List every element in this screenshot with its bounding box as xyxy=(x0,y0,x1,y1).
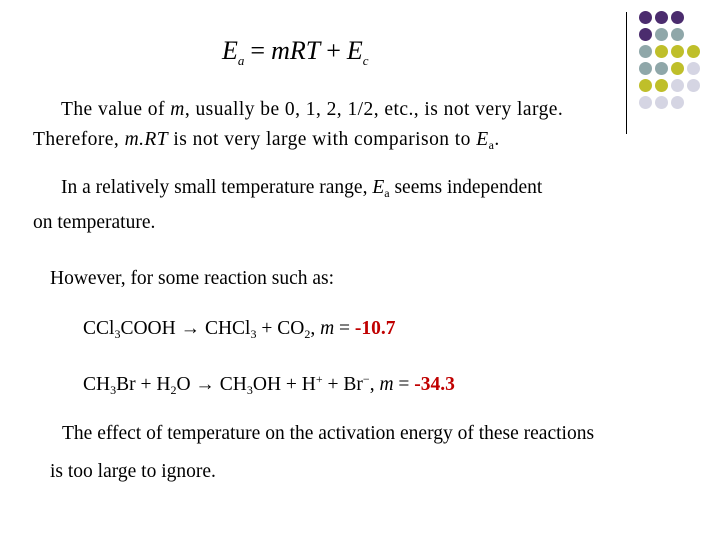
decorative-dot xyxy=(655,79,668,92)
equation-plus: + xyxy=(326,36,341,65)
decorative-dot xyxy=(655,62,668,75)
m-value-highlight: -10.7 xyxy=(354,318,396,339)
reaction-arrow: → xyxy=(180,318,201,339)
decorative-dot xyxy=(655,11,668,24)
decorative-dot xyxy=(639,45,652,58)
decorative-dot xyxy=(639,11,652,24)
decorative-dot xyxy=(687,79,700,92)
equation-sub-c: c xyxy=(362,53,369,68)
equation xyxy=(222,36,369,69)
decorative-dot-grid xyxy=(639,11,719,121)
paragraph-conclusion xyxy=(50,415,594,491)
paragraph-temperature-range xyxy=(33,173,542,238)
reaction-2: $CH_3Br + H_2O \to CH_3OH + H^+ + Br^-$, m = -34.3 xyxy=(83,372,455,397)
equation-equals: = xyxy=(250,36,266,65)
decorative-dot xyxy=(687,45,700,58)
decorative-dot xyxy=(655,96,668,109)
equation-E-a: E xyxy=(222,36,238,65)
paragraph-line: is too large to ignore. xyxy=(50,461,216,482)
reaction-1: CCl$_3$COOH → CHCl$_3$ + $CO_2$, m = -10.7 xyxy=(83,318,396,341)
decorative-dot xyxy=(639,28,652,41)
paragraph-line: Therefore, m.RT is not very large with comparison to $E_a$. xyxy=(33,129,500,152)
paragraph-line: on temperature. xyxy=(33,212,156,233)
decorative-dot xyxy=(671,79,684,92)
decorative-dot xyxy=(671,62,684,75)
divider-line xyxy=(626,12,627,134)
decorative-dot xyxy=(671,28,684,41)
decorative-dot xyxy=(671,45,684,58)
paragraph-line: The effect of temperature on the activation energy of these reactions xyxy=(62,423,595,444)
paragraph-m-value xyxy=(33,95,563,160)
m-value-highlight: -34.3 xyxy=(414,374,455,395)
decorative-dot xyxy=(687,62,700,75)
equation-mRT: mRT xyxy=(271,36,321,65)
decorative-dot xyxy=(671,96,684,109)
decorative-dot xyxy=(639,79,652,92)
reaction-arrow: → xyxy=(195,374,215,395)
equation-E-c: E xyxy=(346,36,363,65)
decorative-dot xyxy=(655,28,668,41)
paragraph-line: In a relatively small temperature range, $E_a$ seems independent xyxy=(61,177,543,200)
decorative-dot xyxy=(671,11,684,24)
paragraph-line: The value of m, usually be 0, 1, 2, 1/2, etc., is not very large. xyxy=(61,99,564,120)
decorative-dot xyxy=(639,62,652,75)
paragraph-however: However, for some reaction such as: xyxy=(50,268,335,289)
equation-sub-a: a xyxy=(237,53,245,68)
decorative-dot xyxy=(655,45,668,58)
decorative-dot xyxy=(639,96,652,109)
